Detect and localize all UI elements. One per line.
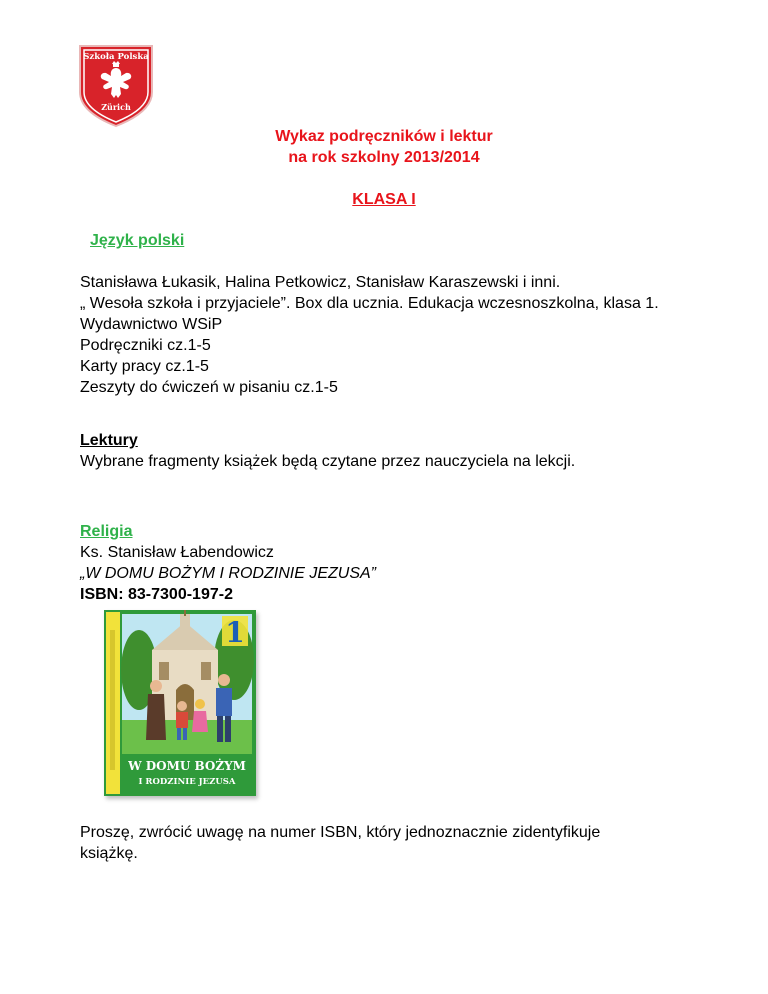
isbn-note-line1: Proszę, zwrócić uwagę na numer ISBN, który jednoznacznie zidentyfikuje (80, 824, 601, 841)
class-label: KLASA I (352, 191, 416, 208)
section-title-polish: Język polski (90, 232, 185, 249)
religion-author: Ks. Stanisław Łabendowicz (80, 544, 274, 561)
book-cover-title-line1: W DOMU BOŻYM (128, 759, 246, 773)
polish-line-worksheets: Karty pracy cz.1-5 (80, 358, 209, 375)
shield-eagle-icon (76, 42, 156, 128)
school-logo (76, 42, 156, 128)
svg-text:Szkoła Polska: Szkoła Polska (83, 52, 149, 62)
religion-book-title: „W DOMU BOŻYM I RODZINIE JEZUSA” (80, 565, 376, 582)
book-cover-title-line2: I RODZINIE JEZUSA (138, 777, 236, 787)
polish-line-authors: Stanisława Łukasik, Halina Petkowicz, Stanisław Karaszewski i inni. (80, 274, 561, 291)
readings-text: Wybrane fragmenty książek będą czytane przez nauczyciela na lekcji. (80, 453, 576, 470)
section-title-readings: Lektury (80, 432, 138, 449)
document-title-line1: Wykaz podręczników i lektur (275, 128, 493, 145)
religion-isbn: ISBN: 83-7300-197-2 (80, 586, 233, 603)
book-cover-image (104, 610, 256, 796)
document-title-line2: na rok szkolny 2013/2014 (288, 149, 480, 166)
polish-line-textbooks: Podręczniki cz.1-5 (80, 337, 211, 354)
section-title-religion: Religia (80, 523, 133, 540)
svg-text:Zürich: Zürich (101, 102, 131, 112)
isbn-note-line2: książkę. (80, 845, 138, 862)
polish-line-title: „ Wesoła szkoła i przyjaciele”. Box dla ucznia. Edukacja wczesnoszkolna, klasa 1. (80, 295, 659, 312)
polish-line-exercise-books: Zeszyty do ćwiczeń w pisaniu cz.1-5 (80, 379, 338, 396)
book-number: 1 (225, 616, 245, 649)
polish-line-publisher: Wydawnictwo WSiP (80, 316, 223, 333)
